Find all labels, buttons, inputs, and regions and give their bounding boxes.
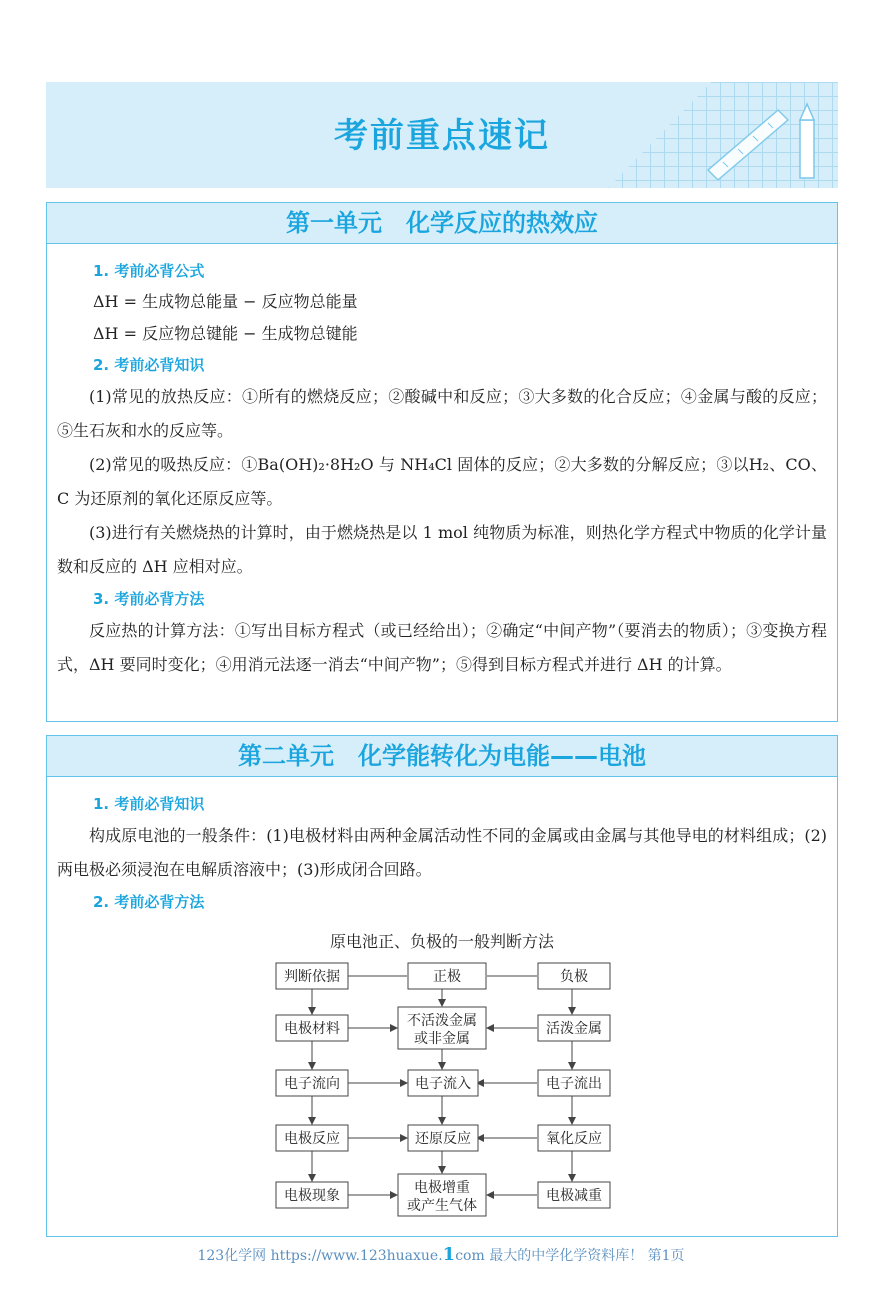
method-heading: 3. 考前必背方法 (93, 590, 205, 608)
flow-inactive-metal: 不活泼金属 (407, 1013, 477, 1029)
flow-electron-in: 电子流入 (415, 1076, 471, 1092)
flow-electrode-reaction: 电极反应 (284, 1131, 340, 1147)
flow-positive: 正极 (433, 969, 461, 985)
knowledge-1: (1)常见的放热反应：①所有的燃烧反应；②酸碱中和反应；③大多数的化合反应；④金属与酸的反应；⑤生石灰和水的反应等。 (57, 387, 827, 440)
unit2-title: 第二单元 化学能转化为电能——电池 (47, 736, 837, 777)
flow-criteria: 判断依据 (284, 969, 340, 985)
knowledge-heading: 2. 考前必背知识 (93, 356, 205, 374)
unit1-section (46, 202, 838, 722)
knowledge-1: 构成原电池的一般条件：(1)电极材料由两种金属活动性不同的金属或由金属与其他导电的材料组成；(2)两电极必须浸泡在电解质溶液中；(3)形成闭合回路。 (57, 826, 827, 879)
method-heading: 2. 考前必背方法 (93, 893, 205, 911)
unit2-section (46, 735, 838, 1237)
flow-electrode-material: 电极材料 (284, 1021, 340, 1037)
flow-gas-produced: 或产生气体 (407, 1198, 477, 1214)
flow-electron-direction: 电子流向 (284, 1076, 340, 1092)
footer-left-text: 123化学网 https://www.123huaxue. (197, 1248, 443, 1264)
flow-phenomenon: 电极现象 (284, 1188, 340, 1204)
flow-electron-out: 电子流出 (546, 1076, 602, 1092)
page-title: 考前重点速记 (334, 116, 550, 156)
flow-oxidation: 氧化反应 (546, 1131, 602, 1147)
flowchart-title: 原电池正、负极的一般判断方法 (329, 932, 554, 951)
flow-reduction: 还原反应 (415, 1131, 471, 1147)
page-number: 1 (442, 1244, 456, 1265)
knowledge-heading: 1. 考前必背知识 (93, 795, 205, 813)
flow-active-metal: 活泼金属 (546, 1021, 602, 1037)
flow-nonmetal: 或非金属 (414, 1031, 470, 1047)
formula-1: ΔH = 生成物总能量 − 反应物总能量 (93, 292, 358, 311)
formula-2: ΔH = 反应物总键能 − 生成物总键能 (93, 324, 358, 343)
flowchart (47, 736, 837, 1236)
footer-right-text: com 最大的中学化学资料库！ 第1页 (455, 1248, 685, 1264)
knowledge-3: (3)进行有关燃烧热的计算时，由于燃烧热是以 1 mol 纯物质为标准，则热化学方程式中物质的化学计量数和反应的 ΔH 应相对应。 (57, 523, 827, 576)
flow-mass-loss: 电极减重 (546, 1188, 602, 1204)
flow-mass-gain: 电极增重 (414, 1180, 470, 1196)
formula-heading: 1. 考前必背公式 (93, 262, 205, 280)
flow-negative: 负极 (560, 969, 588, 985)
page-footer (0, 1244, 882, 1265)
method-1: 反应热的计算方法：①写出目标方程式（或已经给出）；②确定“中间产物”（要消去的物质）；③变换方程式，ΔH 要同时变化；④用消元法逐一消去“中间产物”；⑤得到目标方程式并进行 ΔH 的计算。 (57, 621, 827, 674)
header-banner (46, 82, 838, 188)
knowledge-2: (2)常见的吸热反应：①Ba(OH)₂·8H₂O 与 NH₄Cl 固体的反应；②大多数的分解反应；③以H₂、CO、C 为还原剂的氧化还原反应等。 (57, 455, 827, 508)
unit1-title: 第一单元 化学反应的热效应 (47, 203, 837, 244)
